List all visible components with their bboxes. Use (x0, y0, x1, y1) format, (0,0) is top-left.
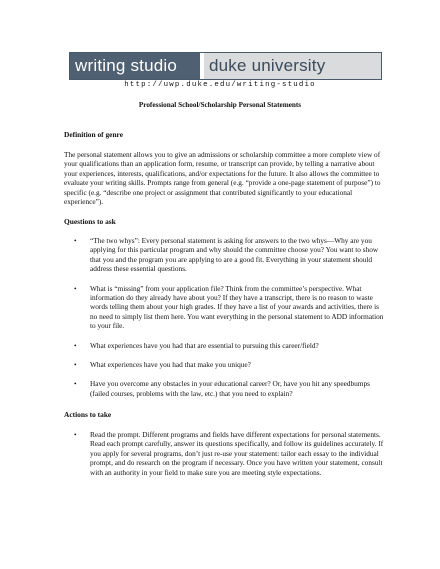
website-url: http://uwp.duke.edu/writing-studio (124, 81, 316, 89)
questions-list (64, 236, 386, 398)
list-item: • “The two whys”: Every personal statement is asking for answers to the two whys—Why are you applying for this particular program and why should the committee choose you? You want to show that you and the program you are applying to are a good fit. Everything in your statement should address these essential questions. (64, 236, 386, 274)
duke-university-logo: duke university (204, 53, 381, 79)
definition-heading: Definition of genre (64, 130, 123, 139)
list-item: • Have you overcome any obstacles in your educational career? Or, have you hit any speedbumps (failed courses, problems with the law, etc.) that you need to explain? (64, 379, 386, 398)
list-item: • What experiences have you had that make you unique? (64, 360, 386, 369)
list-item: • Read the prompt. Different programs and fields have different expectations for personal statements. Read each prompt carefully, answer its questions specifically, and follow its guidelines accurately. If you apply for several programs, don’t just re-use your statement: tailor each essay to the individual prompt, and do research on the program if necessary. Once you have written your statement, consult with an authority in your field to make sure you are meeting style expectations. (64, 430, 386, 477)
actions-list (64, 430, 386, 477)
list-item: • What is “missing” from your application file? Think from the committee’s perspective. What information do they already have about you? If they have a transcript, there is no reason to waste words telling them about your high grades. If they have a list of your awards and activities, there is no need to simply list them here. You want everything in the personal statement to ADD information to your file. (64, 284, 386, 331)
header-banner (69, 52, 382, 80)
list-item: • What experiences have you had that are essential to pursuing this career/field? (64, 341, 386, 350)
page-title: Professional School/Scholarship Personal Statements (138, 101, 302, 109)
writing-studio-logo: writing studio (70, 53, 200, 79)
definition-paragraph: The personal statement allows you to give an admissions or scholarship committee a more complete view of your qualifications than an application form, resume, or transcript can provide, by telling a narrative about your experiences, interests, qualifications, and/or expectations for the future. It also allows the committee to evaluate your writing skills. Prompts range from general (e.g. “provide a one-page statement of purpose”) to specific (e.g. “describe one project or assignment that contributed significantly to your educational experience”). (64, 150, 381, 207)
actions-heading: Actions to take (64, 410, 112, 419)
questions-heading: Questions to ask (64, 217, 116, 226)
